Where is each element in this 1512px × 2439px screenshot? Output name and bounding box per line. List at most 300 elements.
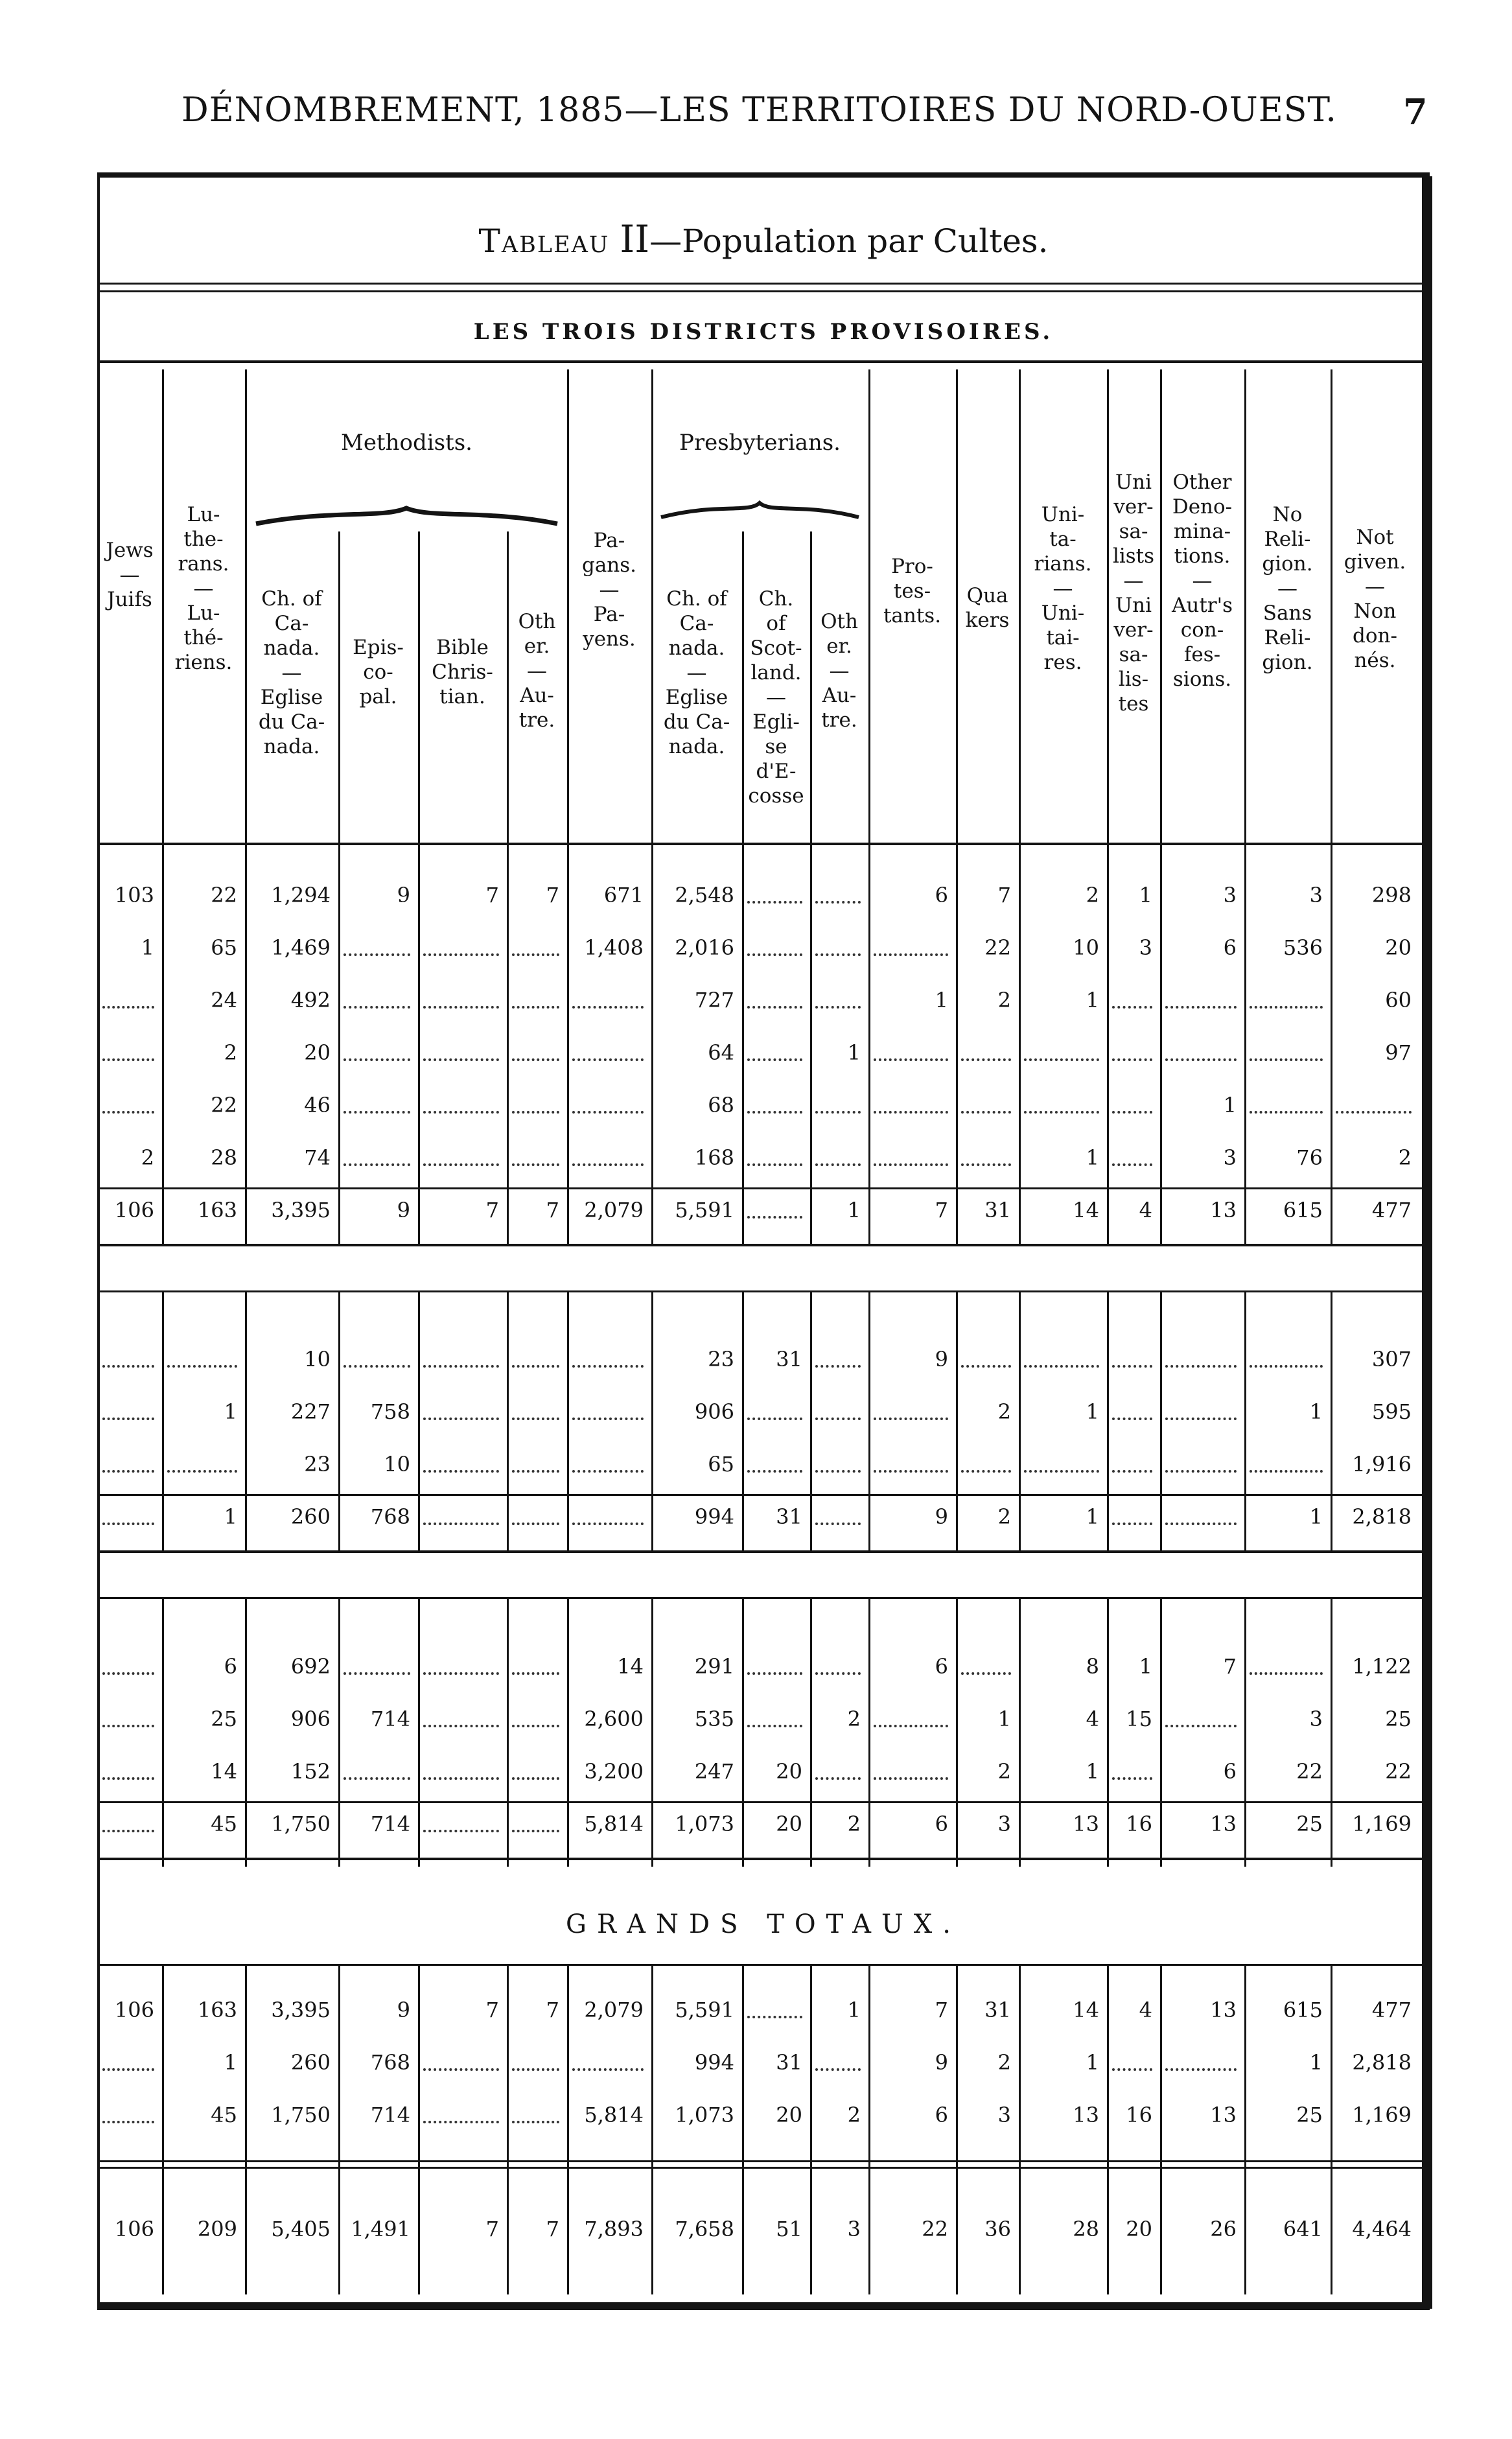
grand-row-cell: 5,814 (584, 2103, 644, 2127)
dot-leader (343, 1163, 410, 1166)
dot-leader (167, 1470, 237, 1473)
dot-leader (1112, 1163, 1152, 1166)
grand-row-cell: 1,750 (271, 2103, 331, 2127)
dot-leader (961, 1672, 1011, 1675)
dot-leader (1112, 1006, 1152, 1009)
dot-leader (102, 1006, 154, 1009)
dot-leader (1250, 1365, 1323, 1368)
data-row-cell: 46 (304, 1093, 331, 1117)
header-line: Uni- (1041, 601, 1085, 625)
grand-row-cell: 9 (397, 1998, 410, 2022)
dot-leader (343, 1006, 410, 1009)
data-row-cell: 23 (708, 1347, 734, 1371)
data-row-cell: 3 (1309, 883, 1323, 907)
header-line: Ch. of (261, 587, 322, 611)
header-line: d'E- (756, 760, 797, 783)
data-row-cell: 8 (1086, 1654, 1099, 1679)
header-line: Juifs (107, 588, 152, 611)
data-row-cell: 3 (1223, 1145, 1237, 1170)
header-line: gion. (1262, 651, 1313, 674)
header-line: Eglise (665, 686, 728, 709)
column-header-other_m (507, 609, 567, 732)
data-row-cell: 1 (1086, 1399, 1099, 1424)
data-row-cell: 1 (1309, 1399, 1323, 1424)
header-line: kers (965, 609, 1010, 632)
header-line: Uni (1115, 594, 1152, 617)
header-line: yens. (583, 627, 636, 651)
data-row-cell: 307 (1371, 1347, 1412, 1371)
column-header-bible_christian (418, 635, 507, 709)
dot-leader (961, 1163, 1011, 1166)
header-line: ta- (1049, 528, 1076, 551)
data-row-cell: 714 (370, 1707, 410, 1731)
dot-leader (1165, 1523, 1237, 1525)
dot-leader (572, 1111, 644, 1114)
group-methodists: Methodists. (341, 430, 472, 456)
grand-row-cell: 16 (1126, 2103, 1152, 2127)
header-line: — (1192, 569, 1213, 592)
dot-leader (423, 1006, 499, 1009)
total-row-cell: 2,818 (1352, 1504, 1412, 1529)
grand-row-cell: 106 (114, 1998, 154, 2022)
header-line: tes (1118, 692, 1149, 716)
header-line: pal. (359, 685, 397, 708)
dot-leader (874, 1058, 948, 1061)
dot-leader (512, 1418, 559, 1420)
header-line: Uni- (1041, 503, 1085, 526)
total-row-cell: 6 (935, 1812, 948, 1836)
dot-leader (423, 953, 499, 956)
grand-total-row-cell: 1,491 (351, 2217, 410, 2241)
dot-leader (423, 1470, 499, 1473)
dot-leader (423, 2121, 499, 2123)
header-line: Qua (966, 584, 1008, 607)
dot-leader (102, 1111, 154, 1114)
dot-leader (572, 1006, 644, 1009)
data-row-cell: 298 (1371, 883, 1412, 907)
total-row-cell: 1 (224, 1504, 237, 1529)
total-row-cell: 9 (397, 1198, 410, 1222)
dot-leader (747, 1418, 802, 1420)
header-line: Autr's (1171, 594, 1233, 617)
grand-row-cell: 2 (997, 2050, 1011, 2075)
dot-leader (815, 1523, 861, 1525)
dot-leader (102, 1058, 154, 1061)
dot-leader (572, 1365, 644, 1368)
dot-leader (102, 1418, 154, 1420)
header-line: Eglise (260, 686, 323, 709)
grand-row-cell: 14 (1073, 1998, 1099, 2022)
data-row-cell: 24 (211, 988, 237, 1012)
dot-leader (815, 953, 861, 956)
dot-leader (423, 1418, 499, 1420)
data-row-cell: 758 (370, 1399, 410, 1424)
dot-leader (102, 2068, 154, 2071)
header-line: don- (1353, 624, 1397, 648)
data-row-cell: 291 (694, 1654, 734, 1679)
dot-leader (423, 1523, 499, 1525)
total-row-cell: 3 (997, 1812, 1011, 1836)
header-line: Not (1356, 526, 1394, 549)
data-row-cell: 1,294 (271, 883, 331, 907)
data-row-cell: 76 (1296, 1145, 1323, 1170)
total-row-cell: 615 (1283, 1198, 1323, 1222)
dot-leader (815, 1111, 861, 1114)
grand-total-row-cell: 20 (1126, 2217, 1152, 2241)
header-line: ver- (1113, 495, 1154, 519)
running-head: DÉNOMBREMENT, 1885—LES TERRITOIRES DU NORD-OUEST. (181, 91, 1337, 130)
header-line: Bible (436, 636, 489, 659)
data-row-cell: 2,600 (584, 1707, 644, 1731)
dot-leader (961, 1365, 1011, 1368)
dot-leader (102, 1523, 154, 1525)
column-header-no_religion (1244, 502, 1331, 675)
total-row-cell: 45 (211, 1812, 237, 1836)
total-row-cell: 13 (1210, 1198, 1237, 1222)
grand-total-row-cell: 7 (485, 2217, 499, 2241)
grand-row-cell: 163 (197, 1998, 237, 2022)
data-row-cell: 7 (997, 883, 1011, 907)
header-line: nés. (1354, 649, 1396, 672)
grand-row-cell: 2,818 (1352, 2050, 1412, 2075)
grand-total-row-cell: 209 (197, 2217, 237, 2241)
dot-leader (1336, 1111, 1412, 1114)
dot-leader (423, 1365, 499, 1368)
grand-totals-label: GRANDS TOTAUX. (566, 1909, 961, 1939)
dot-leader (343, 1365, 410, 1368)
dot-leader (747, 1163, 802, 1166)
dot-leader (747, 901, 802, 904)
bottom-rule (97, 2302, 1430, 2310)
header-line: tai- (1046, 626, 1080, 649)
total-row-cell: 7 (546, 1198, 559, 1222)
dot-leader (572, 1470, 644, 1473)
total-row-cell: 20 (776, 1812, 802, 1836)
header-line: thé- (183, 626, 224, 649)
header-line: Uni (1115, 471, 1152, 494)
data-row-cell: 2 (1086, 883, 1099, 907)
grand-row-cell: 45 (211, 2103, 237, 2127)
grand-total-row-cell: 3 (847, 2217, 861, 2241)
section-rule (97, 1290, 1430, 1292)
grand-total-row-cell: 26 (1210, 2217, 1237, 2241)
table-title-rest: —Population par Cultes. (649, 222, 1049, 260)
total-row-cell: 7 (485, 1198, 499, 1222)
dot-leader (815, 1006, 861, 1009)
data-row-cell: 1,916 (1352, 1452, 1412, 1476)
header-line: tions. (1174, 544, 1231, 568)
dot-leader (747, 1216, 802, 1219)
header-line: nada. (668, 636, 725, 660)
data-row-cell: 6 (1223, 935, 1237, 960)
data-row-cell: 22 (211, 883, 237, 907)
grand-total-row-cell: 28 (1073, 2217, 1099, 2241)
grand-row-cell: 20 (776, 2103, 802, 2127)
header-line: Oth (820, 610, 858, 633)
dot-leader (102, 1470, 154, 1473)
data-row-cell: 2 (847, 1707, 861, 1731)
column-header-jews (97, 538, 162, 612)
header-line: tre. (821, 708, 857, 732)
dot-leader (512, 1523, 559, 1525)
data-row-cell: 25 (211, 1707, 237, 1731)
dot-leader (1112, 1111, 1152, 1114)
dot-leader (747, 1111, 802, 1114)
data-row-cell: 492 (290, 988, 331, 1012)
data-row-cell: 906 (694, 1399, 734, 1424)
title-rule-1 (97, 283, 1430, 285)
dot-leader (572, 2068, 644, 2071)
grand-row-cell: 477 (1371, 1998, 1412, 2022)
header-line: lists (1112, 544, 1155, 568)
data-row-cell: 97 (1385, 1040, 1412, 1065)
data-row-cell: 7 (485, 883, 499, 907)
header-line: lis- (1118, 668, 1149, 691)
data-row-cell: 1 (1086, 988, 1099, 1012)
header-line: — (1365, 575, 1385, 598)
header-line: land. (750, 661, 802, 684)
header-line: Lu- (187, 503, 220, 526)
data-row-cell: 1,122 (1352, 1654, 1412, 1679)
data-row-cell: 22 (1385, 1759, 1412, 1784)
dot-leader (747, 1672, 802, 1675)
grand-row-cell: 2,079 (584, 1998, 644, 2022)
data-row-cell: 7 (1223, 1654, 1237, 1679)
dot-leader (423, 1777, 499, 1780)
data-row-cell: 20 (776, 1759, 802, 1784)
header-line: Chris- (432, 660, 493, 684)
data-row-cell: 595 (1371, 1399, 1412, 1424)
dot-leader (572, 1418, 644, 1420)
grand-total-rule-1 (97, 2160, 1430, 2162)
total-rule (97, 1187, 1430, 1189)
header-line: tre. (518, 708, 555, 732)
data-row-cell: 152 (290, 1759, 331, 1784)
header-line: tes- (893, 579, 931, 603)
column-header-quakers (956, 583, 1019, 633)
data-row-cell: 1,469 (271, 935, 331, 960)
dot-leader (423, 1058, 499, 1061)
grand-row-cell: 1 (847, 1998, 861, 2022)
table-title (97, 217, 1430, 261)
data-row-cell: 2 (224, 1040, 237, 1065)
table-title-prefix: Tableau (478, 222, 610, 260)
data-row-cell: 536 (1283, 935, 1323, 960)
header-line: nada. (668, 735, 725, 758)
total-row-cell: 1 (847, 1198, 861, 1222)
section-rule (97, 1597, 1430, 1599)
column-header-ch_canada_p (651, 587, 742, 759)
header-line: sions. (1172, 668, 1232, 691)
dot-leader (572, 1163, 644, 1166)
dot-leader (1112, 1523, 1152, 1525)
dot-leader (815, 1365, 861, 1368)
table-title-number: II (620, 217, 650, 261)
data-row-cell: 1 (935, 988, 948, 1012)
data-row-cell: 60 (1385, 988, 1412, 1012)
dot-leader (1165, 2068, 1237, 2071)
data-row-cell: 14 (617, 1654, 644, 1679)
dot-leader (1165, 1006, 1237, 1009)
header-line: Jews (106, 539, 154, 562)
total-row-cell: 9 (935, 1504, 948, 1529)
total-row-cell: 1,750 (271, 1812, 331, 1836)
grand-total-row-cell: 7,658 (675, 2217, 734, 2241)
dot-leader (512, 1830, 559, 1832)
total-row-cell: 31 (776, 1504, 802, 1529)
grand-row-cell: 994 (694, 2050, 734, 2075)
data-row-cell: 23 (304, 1452, 331, 1476)
dot-leader (1112, 1418, 1152, 1420)
dot-leader (102, 1725, 154, 1727)
header-line: tian. (439, 685, 485, 708)
dot-leader (815, 1777, 861, 1780)
total-row-cell: 25 (1296, 1812, 1323, 1836)
header-line: Deno- (1172, 495, 1233, 519)
dot-leader (815, 2068, 861, 2071)
header-rule (97, 843, 1430, 845)
total-row-cell: 1 (1086, 1504, 1099, 1529)
dot-leader (343, 1672, 410, 1675)
grand-row-cell: 1 (1309, 2050, 1323, 2075)
dot-leader (1165, 1470, 1237, 1473)
grand-row-cell: 768 (370, 2050, 410, 2075)
dot-leader (102, 2121, 154, 2123)
header-line: Lu- (187, 601, 220, 625)
data-row-cell: 22 (984, 935, 1011, 960)
dot-leader (961, 1470, 1011, 1473)
column-header-episcopal (338, 635, 418, 709)
header-line: Other (1172, 471, 1232, 494)
data-row-cell: 25 (1385, 1707, 1412, 1731)
data-row-cell: 2 (997, 1399, 1011, 1424)
dot-leader (512, 1365, 559, 1368)
dot-leader (512, 1672, 559, 1675)
dot-leader (343, 1111, 410, 1114)
grand-total-row-cell: 5,405 (271, 2217, 331, 2241)
data-row-cell: 68 (708, 1093, 734, 1117)
dot-leader (747, 1006, 802, 1009)
data-row-cell: 6 (224, 1654, 237, 1679)
data-row-cell: 2 (141, 1145, 154, 1170)
dot-leader (1024, 1058, 1099, 1061)
data-row-cell: 692 (290, 1654, 331, 1679)
total-row-cell: 4 (1139, 1198, 1152, 1222)
dot-leader (512, 1470, 559, 1473)
grand-row-cell: 3,395 (271, 1998, 331, 2022)
header-line: Reli- (1264, 626, 1311, 649)
header-line: se (765, 735, 787, 758)
header-line: of (766, 612, 786, 635)
total-row-cell: 13 (1210, 1812, 1237, 1836)
dot-leader (1250, 1470, 1323, 1473)
grand-row-cell: 615 (1283, 1998, 1323, 2022)
dot-leader (1112, 1470, 1152, 1473)
header-line: — (599, 578, 620, 601)
dot-leader (874, 1725, 948, 1727)
header-line: nada. (263, 636, 320, 660)
data-row-cell: 1 (1223, 1093, 1237, 1117)
data-row-cell: 671 (603, 883, 644, 907)
header-line: — (281, 661, 302, 684)
data-row-cell: 3,200 (584, 1759, 644, 1784)
dot-leader (1165, 1365, 1237, 1368)
title-rule-2 (97, 290, 1430, 292)
dot-leader (747, 1470, 802, 1473)
column-header-protestants (868, 554, 956, 628)
data-row-cell: 535 (694, 1707, 734, 1731)
data-row-cell: 10 (384, 1452, 410, 1476)
data-row-cell: 15 (1126, 1707, 1152, 1731)
grand-row-cell: 7 (546, 1998, 559, 2022)
total-row-cell: 7 (935, 1198, 948, 1222)
dot-leader (874, 1470, 948, 1473)
header-line: gans. (581, 554, 637, 577)
total-row-cell: 16 (1126, 1812, 1152, 1836)
data-row-cell: 1 (1139, 883, 1152, 907)
dot-leader (874, 953, 948, 956)
header-line: — (829, 659, 850, 683)
column-header-lutherans (162, 502, 245, 675)
total-row-cell: 260 (290, 1504, 331, 1529)
data-row-cell: 168 (694, 1145, 734, 1170)
grand-row-cell: 31 (984, 1998, 1011, 2022)
data-row-cell: 2 (1398, 1145, 1412, 1170)
dot-leader (423, 1163, 499, 1166)
data-row-cell: 10 (1073, 935, 1099, 960)
data-row-cell: 6 (1223, 1759, 1237, 1784)
dot-leader (815, 1418, 861, 1420)
dot-leader (512, 1058, 559, 1061)
total-row-cell: 5,591 (675, 1198, 734, 1222)
header-line: du Ca- (258, 710, 325, 734)
data-row-cell: 1 (1086, 1759, 1099, 1784)
data-row-cell: 22 (1296, 1759, 1323, 1784)
header-line: Reli- (1264, 528, 1311, 551)
header-line: Ch. (758, 587, 794, 611)
presbyterians-brace (658, 499, 862, 522)
grand-row-cell: 1 (224, 2050, 237, 2075)
column-rule (418, 531, 420, 2294)
header-line: gion. (1262, 552, 1313, 576)
data-row-cell: 727 (694, 988, 734, 1012)
top-rule (97, 172, 1430, 178)
data-row-cell: 22 (211, 1093, 237, 1117)
grand-row-cell: 714 (370, 2103, 410, 2127)
data-row-cell: 20 (1385, 935, 1412, 960)
dot-leader (1165, 1725, 1237, 1727)
grand-total-row-cell: 22 (922, 2217, 948, 2241)
dot-leader (512, 1006, 559, 1009)
grand-total-rule-2 (97, 2167, 1430, 2169)
header-line: du Ca- (663, 710, 730, 734)
header-line: nada. (263, 735, 320, 758)
dot-leader (1165, 1058, 1237, 1061)
header-line: Oth (518, 610, 556, 633)
dot-leader (102, 1830, 154, 1832)
dot-leader (572, 1523, 644, 1525)
dot-leader (1112, 1365, 1152, 1368)
total-rule (97, 1494, 1430, 1496)
data-row-cell: 65 (708, 1452, 734, 1476)
data-row-cell: 65 (211, 935, 237, 960)
data-row-cell: 4 (1086, 1707, 1099, 1731)
column-header-not_given (1331, 525, 1419, 673)
methodists-brace (253, 504, 561, 530)
dot-leader (1250, 1006, 1323, 1009)
total-row-cell: 106 (114, 1198, 154, 1222)
dot-leader (747, 1725, 802, 1727)
